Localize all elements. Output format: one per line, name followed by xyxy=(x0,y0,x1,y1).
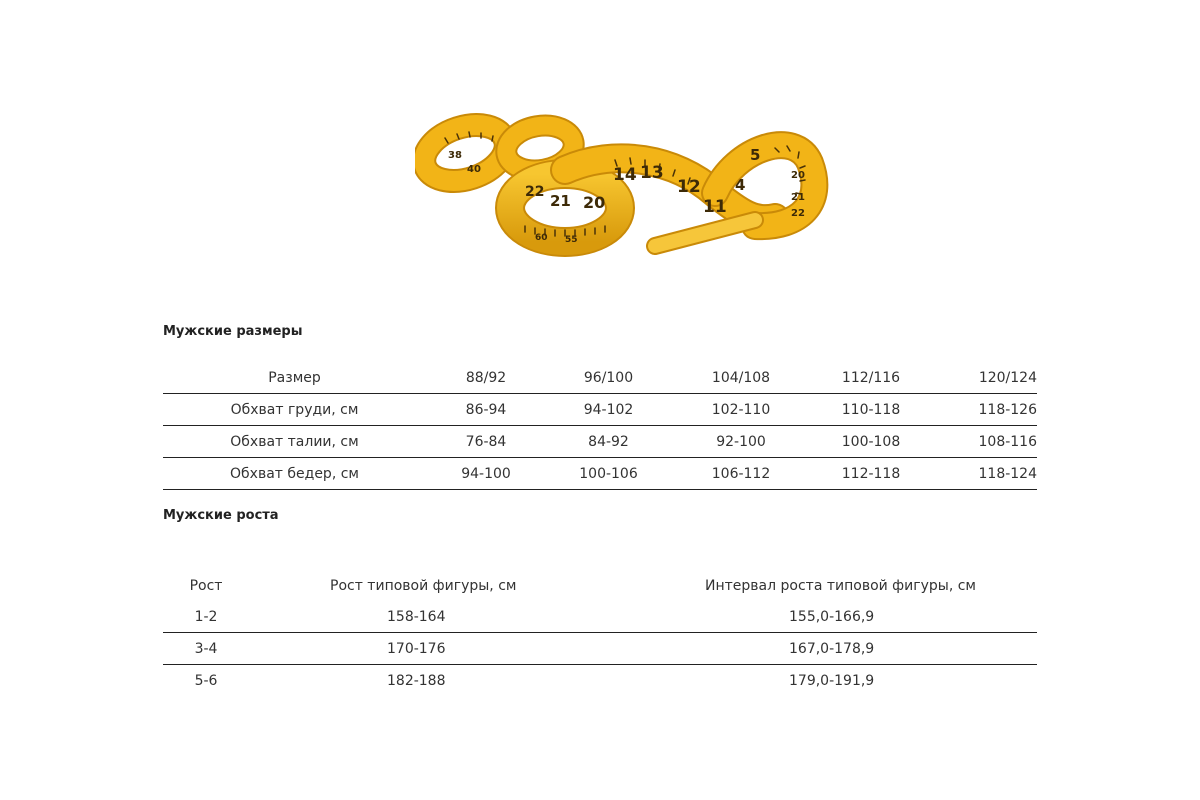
table-row xyxy=(163,426,1037,458)
table-row xyxy=(163,601,1037,633)
table-cell: 110-118 xyxy=(841,401,901,418)
mens-sizes-title: Мужские размеры xyxy=(163,324,303,339)
svg-text:11: 11 xyxy=(703,197,727,217)
header-cell: 88/92 xyxy=(465,369,507,386)
mens-sizes-table xyxy=(163,362,1037,490)
table-cell: 102-110 xyxy=(711,401,771,418)
table-cell: 170-176 xyxy=(387,640,446,657)
header-cell: 120/124 xyxy=(978,369,1037,386)
table-cell: 100-106 xyxy=(579,465,638,482)
table-cell: 112-118 xyxy=(841,465,901,482)
svg-text:12: 12 xyxy=(677,177,701,197)
svg-text:13: 13 xyxy=(640,163,664,183)
measuring-tape-icon xyxy=(415,108,835,268)
header-cell: Рост типовой фигуры, см xyxy=(330,577,517,594)
header-cell: Размер xyxy=(268,369,321,386)
table-row xyxy=(163,665,1037,697)
table-cell: 100-108 xyxy=(841,433,901,450)
header-cell: 104/108 xyxy=(711,369,771,386)
svg-text:55: 55 xyxy=(565,235,578,245)
svg-text:22: 22 xyxy=(525,184,545,200)
svg-text:5: 5 xyxy=(750,146,761,164)
header-cell: Рост xyxy=(189,577,223,594)
table-cell: 182-188 xyxy=(387,672,446,689)
header-cell: 96/100 xyxy=(583,369,634,386)
table-cell: 118-124 xyxy=(978,465,1037,482)
mens-heights-title: Мужские роста xyxy=(163,508,279,523)
header-cell: 112/116 xyxy=(841,369,901,386)
row-label: Обхват груди, см xyxy=(230,401,359,418)
table-header-row xyxy=(163,362,1037,394)
table-cell: 5-6 xyxy=(194,672,218,689)
svg-text:22: 22 xyxy=(791,208,805,219)
table-cell: 158-164 xyxy=(387,608,446,625)
table-row xyxy=(163,394,1037,426)
table-cell: 167,0-178,9 xyxy=(789,640,875,657)
table-cell: 92-100 xyxy=(716,433,766,450)
svg-text:4: 4 xyxy=(735,176,746,194)
table-cell: 108-116 xyxy=(978,433,1037,450)
table-cell: 94-102 xyxy=(583,401,634,418)
table-cell: 1-2 xyxy=(194,608,218,625)
table-cell: 84-92 xyxy=(588,433,629,450)
svg-text:14: 14 xyxy=(613,165,637,185)
table-row xyxy=(163,633,1037,665)
row-label: Обхват талии, см xyxy=(230,433,359,450)
header-cell: Интервал роста типовой фигуры, см xyxy=(705,577,976,594)
table-cell: 76-84 xyxy=(465,433,507,450)
table-cell: 118-126 xyxy=(978,401,1037,418)
svg-text:38: 38 xyxy=(448,150,462,161)
mens-heights-table xyxy=(163,570,1037,696)
table-cell: 179,0-191,9 xyxy=(789,672,875,689)
table-row xyxy=(163,458,1037,490)
table-cell: 3-4 xyxy=(194,640,218,657)
svg-text:21: 21 xyxy=(791,192,805,203)
table-cell: 106-112 xyxy=(711,465,771,482)
table-cell: 86-94 xyxy=(465,401,507,418)
svg-text:20: 20 xyxy=(583,193,606,212)
table-cell: 155,0-166,9 xyxy=(789,608,875,625)
table-cell: 94-100 xyxy=(461,465,511,482)
svg-text:21: 21 xyxy=(550,192,571,210)
svg-text:60: 60 xyxy=(535,233,548,243)
svg-text:20: 20 xyxy=(791,170,805,181)
row-label: Обхват бедер, см xyxy=(230,465,359,482)
table-header-row xyxy=(163,570,1037,601)
svg-text:40: 40 xyxy=(467,164,481,175)
